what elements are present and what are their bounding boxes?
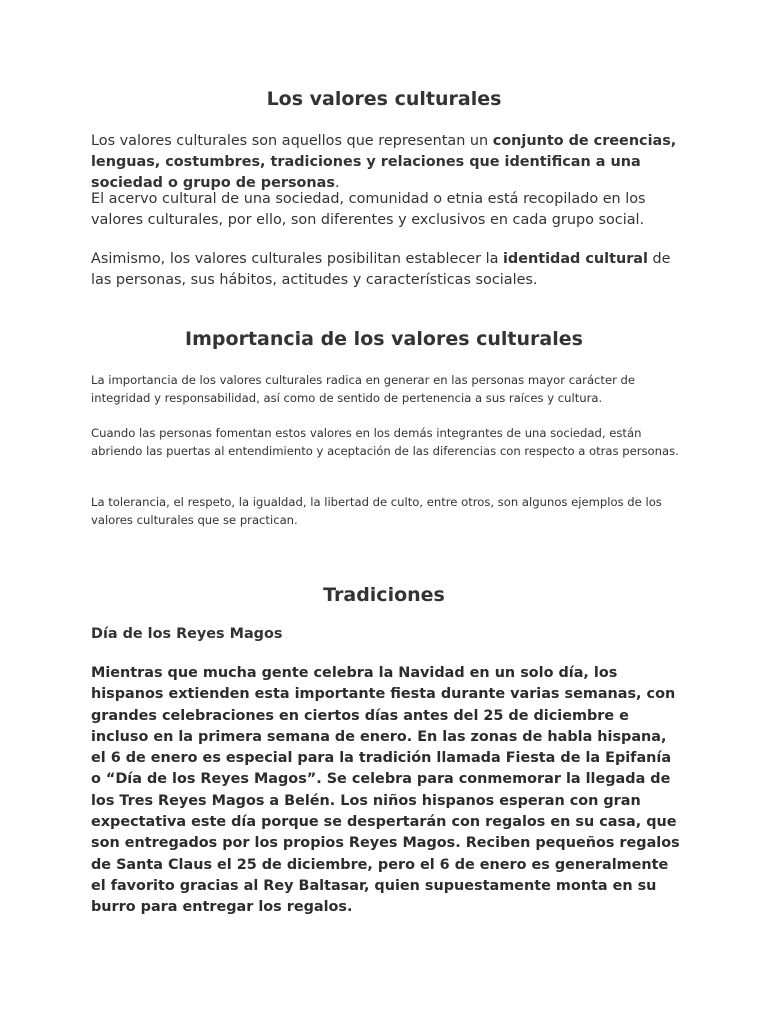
- paragraph-identidad-end: de las personas, sus hábitos, actitudes y características sociales.: [91, 251, 671, 288]
- heading-valores-culturales: Los valores culturales: [266, 88, 502, 110]
- paragraph-acervo: El acervo cultural de una sociedad, comunidad o etnia está recopilado en los valores culturales, por ello, son diferentes y exclusivos en cada grupo social.: [91, 191, 646, 228]
- paragraph-definition-end: .: [334, 175, 340, 191]
- paragraph-identidad: [91, 249, 681, 291]
- paragraph-reyes-magos: Mientras que mucha gente celebra la Navidad en un solo día, los hispanos extienden esta importante fiesta durante varias semanas, con grandes celebraciones en ciertos días antes del 25 de diciembre e incluso en la primera semana de enero. En las zonas de habla hispana, el 6 de enero es especial para la tradición llamada Fiesta de la Epifanía o “Día de los Reyes Magos”. Se celebra para conmemorar la llegada de los Tres Reyes Magos a Belén. Los niños hispanos esperan con gran expectativa este día porque se despertarán con regalos en su casa, que son entregados por los propios Reyes Magos. Reciben pequeños regalos de Santa Claus el 25 de diciembre, pero el 6 de enero es generalmente el favorito gracias al Rey Baltasar, quien supuestamente monta en su burro para entregar los regalos.: [91, 665, 680, 916]
- paragraph-definition: [91, 131, 681, 194]
- paragraph-definition-intro: Los valores culturales son aquellos que representan un: [91, 133, 493, 149]
- subheading-reyes-magos: Día de los Reyes Magos: [91, 626, 283, 642]
- paragraph-tolerancia: La tolerancia, el respeto, la igualdad, la libertad de culto, entre otros, son algunos ejemplos de los valores culturales que se practican.: [91, 495, 662, 527]
- heading-tradiciones: Tradiciones: [323, 584, 445, 606]
- paragraph-identidad-bold: identidad cultural: [502, 251, 648, 267]
- paragraph-definition-bold: conjunto de creencias, lenguas, costumbres, tradiciones y relaciones que identifican a una sociedad o grupo de personas: [91, 133, 677, 191]
- paragraph-fomentan: Cuando las personas fomentan estos valores en los demás integrantes de una sociedad, están abriendo las puertas al entendimiento y aceptación de las diferencias con respecto a otras personas.: [91, 426, 679, 458]
- paragraph-importancia: La importancia de los valores culturales radica en generar en las personas mayor carácter de integridad y responsabilidad, así como de sentido de pertenencia a sus raíces y cultura.: [91, 373, 636, 405]
- heading-importancia: Importancia de los valores culturales: [185, 328, 583, 350]
- paragraph-identidad-intro: Asimismo, los valores culturales posibilitan establecer la: [91, 251, 503, 267]
